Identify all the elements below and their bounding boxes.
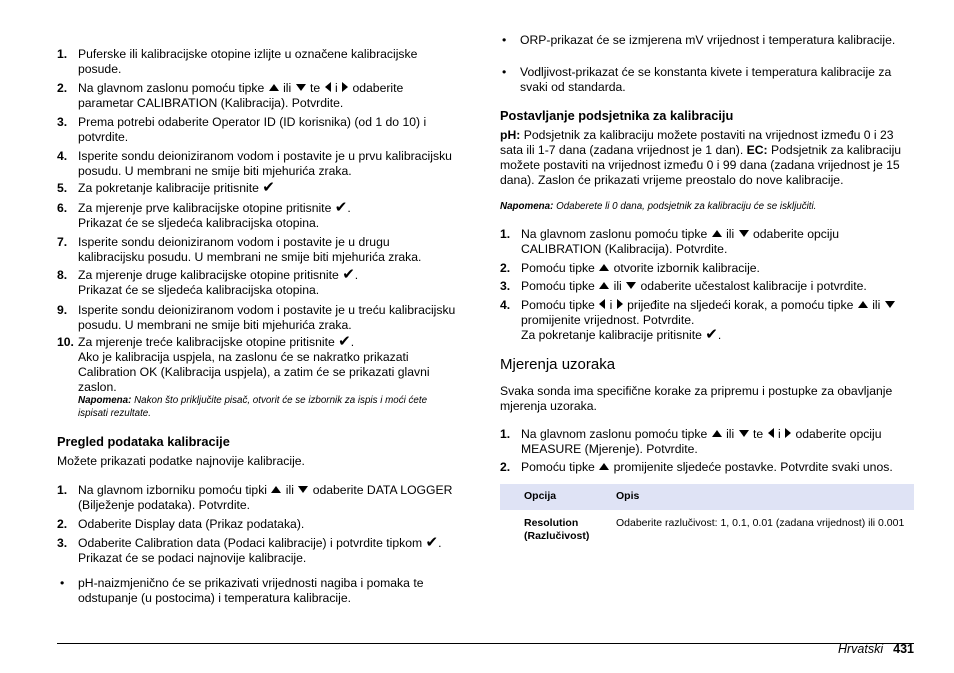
table-cell-option: Resolution (Razlučivost) — [524, 517, 590, 542]
review-step-1: 1. Na glavnom izborniku pomoću tipki ili odaberite DATA LOGGER (Bilježenje podataka). Potvrdite. — [57, 483, 453, 512]
check-icon: ✔ — [338, 333, 351, 350]
reminder-step-4: 4. Pomoću tipke i prijeđite na sljedeći korak, a pomoću tipke ili promijenite vrijednost. Potvrdite. Za pokretanje kalibracije pritisnite ✔. — [500, 298, 914, 343]
arrow-up-icon — [712, 230, 722, 237]
footer-language: Hrvatski — [837, 642, 884, 656]
arrow-down-icon — [885, 301, 895, 308]
bullet-orp: • ORP-prikazat će se izmjerena mV vrijednost i temperatura kalibracije. — [502, 33, 896, 47]
step-4: 4. Isperite sondu deioniziranom vodom i postavite je u prvu kalibracijsku posudu. U membrani ne smije biti mjehurića zraka. — [57, 149, 452, 178]
options-table — [500, 484, 914, 547]
arrow-up-icon — [712, 430, 722, 437]
reminder-step-1: 1. Na glavnom zaslonu pomoću tipke ili odaberite opciju CALIBRATION (Kalibracija). Potvrdite. — [500, 227, 840, 256]
step-1: 1. Puferske ili kalibracijske otopine izlijte u označene kalibracijske posude. — [57, 47, 418, 76]
arrow-left-icon — [768, 428, 774, 438]
bullet-conductivity: • Vodljivost-prikazat će se konstanta kivete i temperatura kalibracije za svaki od standarda. — [502, 65, 892, 94]
step-6: 6. Za mjerenje prve kalibracijske otopine pritisnite ✔. Prikazat će se sljedeća kalibracijska otopina. — [57, 199, 351, 230]
page-footer — [838, 642, 914, 657]
arrow-right-icon — [785, 428, 791, 438]
review-step-2: 2. Odaberite Display data (Prikaz podataka). — [57, 517, 305, 531]
footer-rule — [57, 643, 914, 644]
step-7: 7. Isperite sondu deioniziranom vodom i postavite je u drugu kalibracijsku posudu. U membrani ne smije biti mjehurića zraka. — [57, 235, 422, 264]
check-icon: ✔ — [262, 179, 275, 196]
measure-step-2: 2. Pomoću tipke promijenite sljedeće postavke. Potvrdite svaki unos. — [500, 460, 893, 474]
step-3: 3. Prema potrebi odaberite Operator ID (ID korisnika) (od 1 do 10) i potvrdite. — [57, 115, 427, 144]
check-icon: ✔ — [425, 534, 439, 551]
table-cell-description: Odaberite razlučivost: 1, 0.1, 0.01 (zadana vrijednost) ili 0.001 — [616, 517, 905, 529]
options-table-wrap — [500, 484, 914, 547]
step-9: 9. Isperite sondu deioniziranom vodom i postavite je u treću kalibracijsku posudu. U membrani ne smije biti mjehurića zraka. — [57, 303, 456, 332]
check-icon: ✔ — [705, 326, 718, 343]
arrow-right-icon — [617, 299, 623, 309]
table-header-description: Opis — [610, 484, 914, 510]
page-number: 431 — [893, 642, 914, 656]
bullet-icon: • — [60, 576, 65, 590]
step-5: 5. Za pokretanje kalibracije pritisnite ✔ — [57, 179, 275, 196]
table-row — [500, 510, 914, 547]
bullet-ph: • pH-naizmjenično će se prikazivati vrijednosti nagiba i pomaka te odstupanje (u postocima) i temperatura kalibracije. — [60, 576, 424, 605]
arrow-up-icon — [599, 264, 609, 271]
heading-calibration-reminder: Postavljanje podsjetnika za kalibraciju — [500, 108, 734, 123]
arrow-up-icon — [269, 84, 279, 91]
arrow-up-icon — [599, 463, 609, 470]
arrow-down-icon — [298, 486, 308, 493]
check-icon: ✔ — [334, 199, 348, 216]
arrow-up-icon — [858, 301, 868, 308]
reminder-step-2: 2. Pomoću tipke otvorite izbornik kalibracije. — [500, 261, 760, 275]
arrow-up-icon — [599, 282, 609, 289]
reminder-step-3: 3. Pomoću tipke ili odaberite učestalost kalibracije i potvrdite. — [500, 279, 867, 293]
note-reminder: Napomena: Odaberete li 0 dana, podsjetnik za kalibraciju će se isključiti. — [500, 201, 817, 212]
arrow-down-icon — [626, 282, 636, 289]
check-icon: ✔ — [342, 266, 355, 283]
step-10: 10. Za mjerenje treće kalibracijske otopine pritisnite ✔. Ako je kalibracija uspjela, na zaslonu će se nakratko prikazati Calibration OK (Kalibracija uspjela), a zatim će se prikazati glavni zaslon. — [57, 333, 430, 394]
review-step-3: 3. Odaberite Calibration data (Podaci kalibracije) i potvrdite tipkom ✔. Prikazat će se podaci najnovije kalibracije. — [57, 534, 442, 565]
arrow-right-icon — [342, 82, 348, 92]
measure-step-1: 1. Na glavnom zaslonu pomoću tipke ili te i odaberite opciju MEASURE (Mjerenje). Potvrdite. — [500, 427, 882, 456]
arrow-left-icon — [325, 82, 331, 92]
bullet-icon: • — [502, 33, 507, 47]
heading-sample-measurement: Mjerenja uzoraka — [500, 356, 616, 373]
heading-calibration-review: Pregled podataka kalibracije — [57, 434, 230, 449]
step-8: 8. Za mjerenje druge kalibracijske otopine pritisnite ✔. Prikazat će se sljedeća kalibracijska otopina. — [57, 266, 359, 297]
arrow-down-icon — [739, 430, 749, 437]
note-printer: Napomena: Nakon što priključite pisač, otvorit će se izbornik za ispis i moći ćete ispisati rezultate. — [78, 395, 428, 419]
bullet-icon: • — [502, 65, 507, 79]
table-header-row — [500, 484, 914, 510]
reminder-text: pH: Podsjetnik za kalibraciju možete postaviti na vrijednost između 0 i 23 sata ili 1-7 dana (zadana vrijednost je 1 dan). EC: Podsjetnik za kalibraciju možete postaviti na vrijednost između 0 i 99 dana (zadana vrijednost je 15 dana). Zaslon će prikazati vrijeme preostalo do nove kalibracije. — [500, 128, 902, 187]
arrow-up-icon — [271, 486, 281, 493]
intro-sample-measurement: Svaka sonda ima specifične korake za pripremu i postupke za obavljanje mjerenja uzoraka. — [500, 384, 893, 413]
arrow-left-icon — [599, 299, 605, 309]
arrow-down-icon — [739, 230, 749, 237]
arrow-down-icon — [296, 84, 306, 91]
table-header-option: Opcija — [500, 484, 610, 510]
intro-calibration-review: Možete prikazati podatke najnovije kalibracije. — [57, 454, 305, 468]
step-2: 2. Na glavnom zaslonu pomoću tipke ili te i odaberite parametar CALIBRATION (Kalibracija). Potvrdite. — [57, 81, 404, 110]
